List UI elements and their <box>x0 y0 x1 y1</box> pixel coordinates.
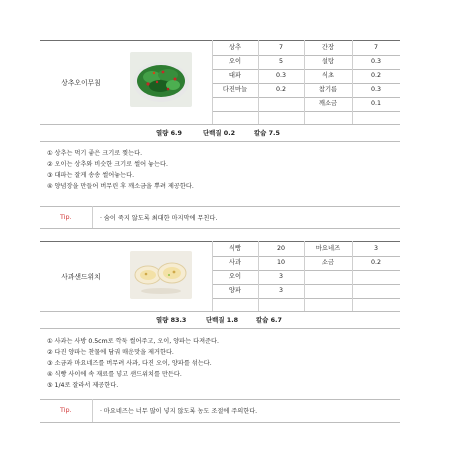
protein-value: 단백질 1.8 <box>206 316 239 324</box>
ingredient-name: 참기름 <box>318 86 338 93</box>
sandwich-illustration <box>130 251 192 299</box>
ingredient-name: 식초 <box>321 72 335 79</box>
ingredient-name: 소금 <box>321 259 335 266</box>
table-bottom-border <box>40 141 400 142</box>
tip-bottom-border <box>40 228 400 229</box>
row-divider <box>212 270 400 271</box>
ingredient-name: 깨소금 <box>318 100 338 107</box>
ingredient-amount: 0.2 <box>275 86 286 93</box>
table-top-border <box>40 40 400 41</box>
ingredient-amount: 3 <box>278 287 283 294</box>
ingredient-amount: 10 <box>276 259 285 266</box>
ingredient-name: 오이 <box>228 58 242 65</box>
tip-divider <box>92 206 93 228</box>
table-top-border <box>40 241 400 242</box>
energy-value: 열량 6.9 <box>156 129 182 137</box>
protein-value: 단백질 0.2 <box>203 129 236 137</box>
step-item: ④ 식빵 사이에 속 재료를 넣고 샌드위치를 만든다. <box>47 371 182 378</box>
step-item: ④ 양념장을 만들어 버무린 후 깨소금을 뿌려 제공한다. <box>47 183 194 190</box>
calcium-value: 칼슘 6.7 <box>256 316 282 324</box>
row-divider <box>212 298 400 299</box>
ingredient-amount: 7 <box>278 44 283 51</box>
row-divider <box>212 83 400 84</box>
step-item: ① 상추는 먹기 좋은 크기로 찢는다. <box>47 150 143 157</box>
tip-top-border <box>40 399 400 400</box>
row-divider <box>212 284 400 285</box>
step-item: ③ 대파는 잘게 송송 썰어놓는다. <box>47 172 135 179</box>
tip-divider <box>92 399 93 422</box>
ingredient-amount: 0.3 <box>370 86 381 93</box>
table-bottom-border <box>40 328 400 329</box>
row-divider <box>212 55 400 56</box>
ingredient-name: 다진마늘 <box>222 86 248 93</box>
step-item: ② 다진 양파는 찬물에 담궈 매운맛을 제거한다. <box>47 349 174 356</box>
table-divider <box>40 124 400 125</box>
tip-bottom-border <box>40 422 400 423</box>
row-divider <box>212 69 400 70</box>
energy-value: 열량 83.3 <box>156 316 187 324</box>
tip-text: · 숨이 죽지 않도록 최대한 마지막에 무친다. <box>100 215 218 222</box>
ingredient-amount: 3 <box>373 245 378 252</box>
step-item: ② 오이는 상추와 비슷한 크기로 썰어 놓는다. <box>47 161 168 168</box>
step-item: ⑤ 1/4로 잘라서 제공한다. <box>47 382 119 389</box>
ingredient-name: 식빵 <box>228 245 242 252</box>
ingredient-name: 간장 <box>321 44 335 51</box>
ingredient-name: 마요네즈 <box>315 245 341 252</box>
tip-label: Tip. <box>60 213 72 221</box>
dish-name: 사과샌드위치 <box>61 273 101 281</box>
row-divider <box>212 256 400 257</box>
salad-illustration <box>130 52 192 107</box>
ingredient-amount: 7 <box>373 44 378 51</box>
ingredient-name: 대파 <box>228 72 242 79</box>
ingredient-name: 설탕 <box>321 58 335 65</box>
ingredient-amount: 20 <box>276 245 285 252</box>
salad-photo <box>130 52 192 107</box>
row-divider <box>212 97 400 98</box>
dish-name: 상추오이무침 <box>61 79 101 87</box>
sandwich-photo <box>130 251 192 299</box>
ingredient-amount: 3 <box>278 273 283 280</box>
calcium-value: 칼슘 7.5 <box>254 129 280 137</box>
step-item: ① 사과는 사방 0.5cm로 깍둑 썰어주고, 오이, 양파는 다져준다. <box>47 338 219 345</box>
row-divider <box>212 111 400 112</box>
ingredient-name: 오이 <box>228 273 242 280</box>
ingredient-amount: 5 <box>278 58 283 65</box>
tip-text: · 마요네즈는 너무 많이 넣지 않도록 농도 조절에 주의한다. <box>100 408 258 415</box>
step-item: ③ 소금과 마요네즈를 버무려 사과, 다진 오이, 양파를 섞는다. <box>47 360 212 367</box>
ingredient-amount: 0.1 <box>370 100 381 107</box>
ingredient-amount: 0.2 <box>370 72 381 79</box>
tip-label: Tip. <box>60 406 72 414</box>
ingredient-amount: 0.2 <box>370 259 381 266</box>
ingredient-name: 상추 <box>228 44 242 51</box>
ingredient-name: 사과 <box>228 259 242 266</box>
table-divider <box>40 311 400 312</box>
ingredient-name: 양파 <box>228 287 242 294</box>
tip-top-border <box>40 206 400 207</box>
ingredient-amount: 0.3 <box>275 72 286 79</box>
ingredient-amount: 0.3 <box>370 58 381 65</box>
